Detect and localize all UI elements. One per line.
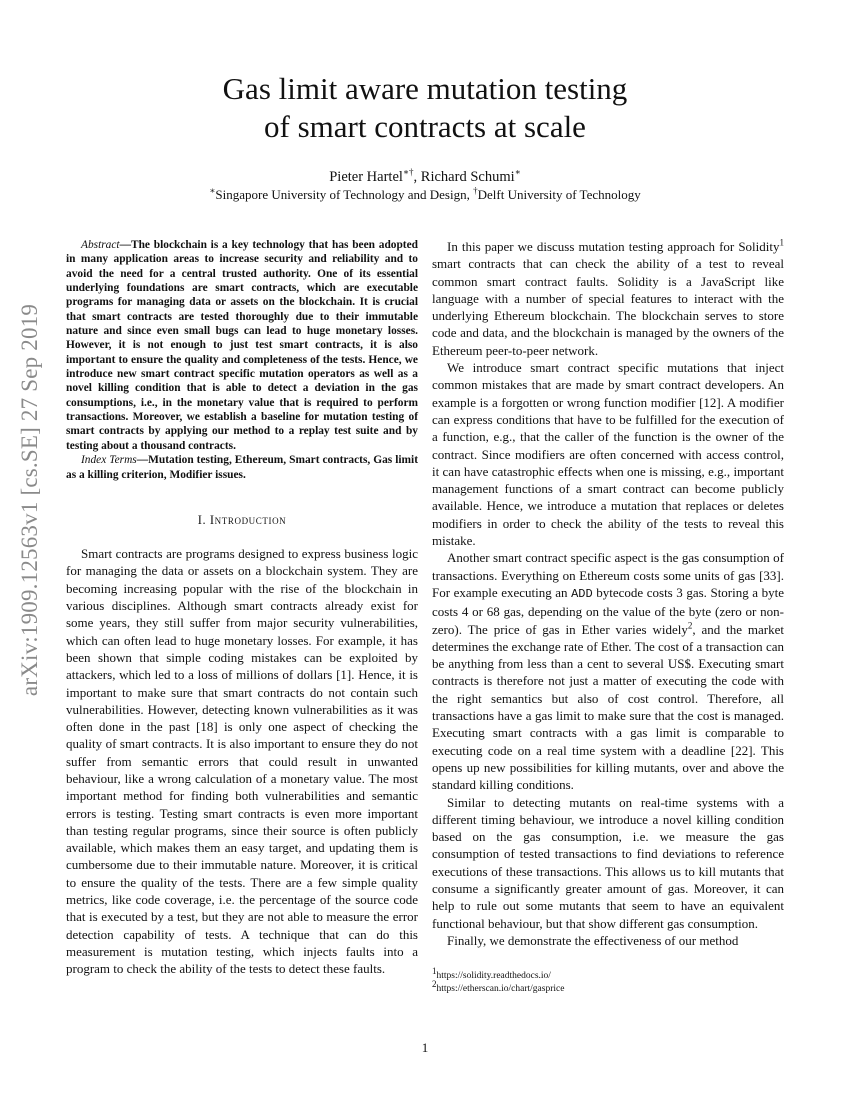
affiliation-2-mark: † [473, 185, 478, 196]
paragraph-text: Another smart contract specific aspect is the gas consumption of transactions. Everything on Ethereum costs some units of gas [33]. For example executing an [432, 550, 784, 600]
page-number: 1 [421, 1040, 429, 1055]
author-separator: , [413, 169, 421, 185]
index-terms-label: Index Terms [81, 454, 137, 467]
author-2-name: Richard Schumi [420, 169, 515, 185]
section-heading-introduction [66, 512, 418, 529]
intro-paragraph-4 [432, 549, 784, 793]
affiliation-2-text: Delft University of Technology [477, 187, 641, 202]
section-number: I. [197, 512, 210, 527]
title-line-2: of smart contracts at scale [264, 109, 586, 144]
paragraph-text: In this paper we discuss mutation testing approach for Solidity [447, 239, 780, 254]
affiliation-1-mark: ∗ [209, 185, 216, 196]
index-terms-text: —Mutation testing, Ethereum, Smart contracts, Gas limit as a killing criterion, Modifier issues. [66, 454, 418, 481]
inline-code: ADD [571, 586, 593, 601]
abstract-label: Abstract [81, 239, 120, 251]
title-line-1: Gas limit aware mutation testing [222, 71, 628, 106]
footnote-2-link: https://etherscan.io/chart/gasprice [436, 984, 565, 994]
footnote-2 [432, 978, 784, 996]
footnote-2-mark: 2 [432, 978, 437, 989]
intro-paragraph-1: Smart contracts are programs designed to express business logic for managing the data or assets on a blockchain system. They are becoming increasing popular with the rise of the blockchain in various disciplines. Although smart contracts already exist for some years, they still suffer from major security vulnerabilities, which can often lead to huge monetary losses. For example, it has been shown that simple coding mistakes can be exploited by attackers, which led to a loss of millions of dollars [1]. Hence, it is important to make sure that smart contracts do not contain such vulnerabilities. However, detecting known vulnerabilities as it was often done in the past [18] is only one aspect of checking the quality of smart contracts. It is also important to ensure they do not suffer from semantic errors that could result in unwanted behaviour, like a wrong calculation of a monetary value. The most important method for finding both vulnerabilities and semantic errors is testing. Testing smart contracts is even more important than testing regular programs, since their source is often publicly available, which makes them an easy target, and updating them is cumbersome due to their immutable nature. Moreover, it is critical to ensure the quality of the tests. There are a few simple quality metrics, like code coverage, i.e. the percentage of the source code that is executed by a test, but they are not able to measure the error detection capability of tests. A technique that can do this measurement is mutation testing, which injects faults into a program to check the ability of the tests to detect these faults. [66, 546, 418, 977]
paragraph-text: , and the market determines the exchange rate of Ether. The cost of a transaction can be anything from less than a cent to several US$. Executing smart contracts is therefore not just a matter of executing the code with the right semantics but also of cost control. Therefore, all transactions have a gas limit to make sure that the cost is managed. Executing smart contracts with a gas limit is comparable to executing code on a real time system with a deadline [22]. This opens up new possibilities for killing mutants, over and above the standard killing conditions. [432, 621, 784, 793]
footnote-1 [432, 965, 784, 983]
author-2-marks: ∗ [514, 167, 521, 178]
index-terms [66, 453, 418, 482]
arxiv-identifier-stamp [10, 290, 50, 710]
affiliation-list [80, 186, 770, 203]
author-1-marks: ∗† [402, 167, 414, 178]
footnote-ref-1: 1 [779, 237, 784, 248]
footnote-1-link: https://solidity.readthedocs.io/ [436, 971, 551, 981]
abstract-text: —The blockchain is a key technology that has been adopted in many application areas to increase security and reliability and to avoid the need for a central trusted authority. One of its essential underlying foundations are smart contracts, which are executable programs for managing data or assets on the blockchain. It is crucial that smart contracts are tested thoroughly due to their immutable nature and since even small bugs can lead to huge monetary losses. However, it is not enough to just test smart contracts, it is also important to ensure the quality and completeness of the tests. Hence, we introduce new smart contract specific mutation operators as well as a novel killing condition that is able to detect a deviation in the gas consumptions, i.e., in the monetary value that is required to perform transactions. Moreover, we establish a baseline for mutation testing of smart contracts by applying our method to a replay test suite and by testing about a thousand contracts. [66, 239, 418, 452]
paper-title [80, 70, 770, 146]
footnote-ref-2: 2 [687, 620, 693, 631]
author-list [80, 168, 770, 186]
paragraph-text: bytecode costs 3 gas. Storing a byte costs 4 or 68 gas, depending on the value of the byte (zero or non-zero). The price of gas in Ether varies widely [432, 584, 785, 637]
footnote-1-mark: 1 [432, 965, 437, 976]
author-1-name: Pieter Hartel [329, 169, 403, 185]
affiliation-1-text: Singapore University of Technology and Design, [215, 187, 474, 202]
footnotes [432, 965, 784, 996]
intro-paragraph-6: Finally, we demonstrate the effectiveness of our method [447, 932, 739, 948]
right-column [432, 238, 784, 949]
paragraph-text: smart contracts that can check the ability of a test to reveal common smart contract faults. Solidity is a JavaScript like language with a number of special features to interact with the underlying Ethereum blockchain. The blockchain serves to store code and data, and the blockchain is managed by the owners of the Ethereum peer-to-peer network. [432, 256, 784, 358]
arxiv-identifier-text: arXiv:1909.12563v1 [cs.SE] 27 Sep 2019 [17, 303, 42, 697]
intro-paragraph-5: Similar to detecting mutants on real-time systems with a different timing behaviour, we introduce a novel killing condition based on the gas consumption, i.e. we measure the gas consumption of tested transactions to find deviations to reference executions of these transactions. This allows us to kill mutants that consume a significantly greater amount of gas. Moreover, it can help to rule out some mutants that seem to have an equivalent functional behaviour, but that show different gas consumption. [432, 794, 784, 931]
intro-paragraph-3: We introduce smart contract specific mutations that inject common mistakes that are made by smart contract developers. An example is a forgotten or wrong function modifier [12]. A modifier can express conditions that have to be fulfilled for the execution of a function, e.g., that the caller of the function is the owner of the contract. Since modifiers are often concerned with access control, it can have catastrophic effects when one is missing, e.g., important management functions of a smart contract can become publicly available. Hence, we introduce a mutation that replaces or deletes modifiers in order to check the ability of the tests to reveal this mistake. [432, 360, 784, 549]
abstract [66, 238, 418, 453]
left-column [66, 238, 418, 978]
intro-paragraph-2 [432, 238, 784, 359]
section-title: Introduction [209, 512, 287, 527]
